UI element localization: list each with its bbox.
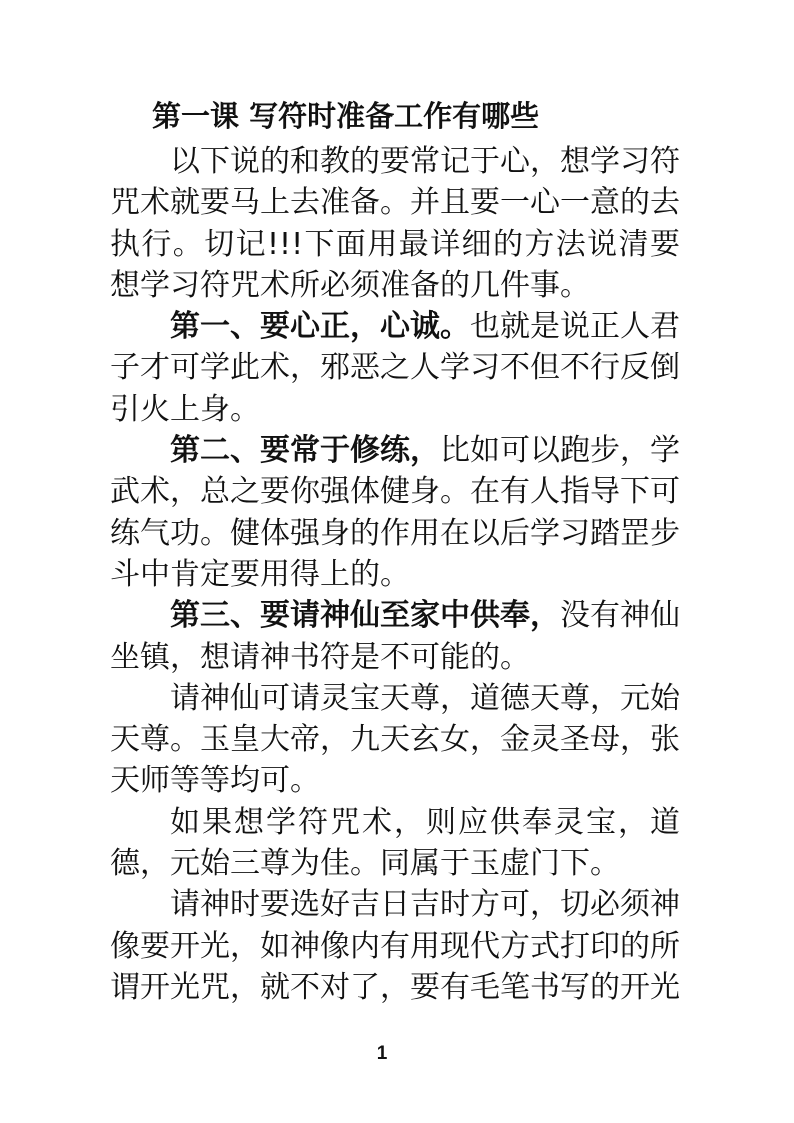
paragraph-text: 比如可以跑步，学武术，总之要你强体健身。在有人指导下可练气功。健体强身的作用在以后学习踏罡步斗中肯定要用得上的。 — [110, 433, 680, 592]
paragraph-heading: 第三、要请神仙至家中供奉， — [170, 598, 560, 634]
paragraph-heading: 第二、要常于修练， — [170, 433, 440, 469]
lesson-title: 第一课 写符时准备工作有哪些 — [152, 99, 540, 133]
paragraph-item-2 — [110, 430, 680, 595]
paragraph-intro — [110, 141, 680, 306]
paragraph-text: 没有神仙坐镇，想请神书符是不可能的。 — [110, 598, 680, 675]
paragraph-text: 请神仙可请灵宝天尊，道德天尊，元始天尊。玉皇大帝，九天玄女，金灵圣母，张天师等等均可。 — [110, 680, 680, 799]
paragraph-text: 请神时要选好吉日吉时方可，切必须神像要开光，如神像内有用现代方式打印的所谓开光咒，就不对了，要有毛笔书写的开光 — [110, 887, 680, 1005]
body-text — [110, 141, 680, 1008]
paragraph-consecration — [110, 884, 680, 1008]
paragraph-text: 如果想学符咒术，则应供奉灵宝，道德，元始三尊为佳。同属于玉虚门下。 — [110, 804, 680, 882]
paragraph-recommendation — [110, 802, 680, 885]
paragraph-item-3 — [110, 595, 680, 678]
page-number: 1 — [376, 1043, 388, 1064]
paragraph-deities — [110, 678, 680, 802]
paragraph-text: 也就是说正人君子才可学此术，邪恶之人学习不但不行反倒引火上身。 — [110, 309, 680, 427]
paragraph-text: 以下说的和教的要常记于心，想学习符咒术就要马上去准备。并且要一心一意的去执行。切记!!!下面用最详细的方法说清要想学习符咒术所必须准备的几件事。 — [110, 144, 680, 303]
paragraph-heading: 第一、要心正，心诚。 — [170, 309, 470, 345]
paragraph-item-1 — [110, 306, 680, 430]
